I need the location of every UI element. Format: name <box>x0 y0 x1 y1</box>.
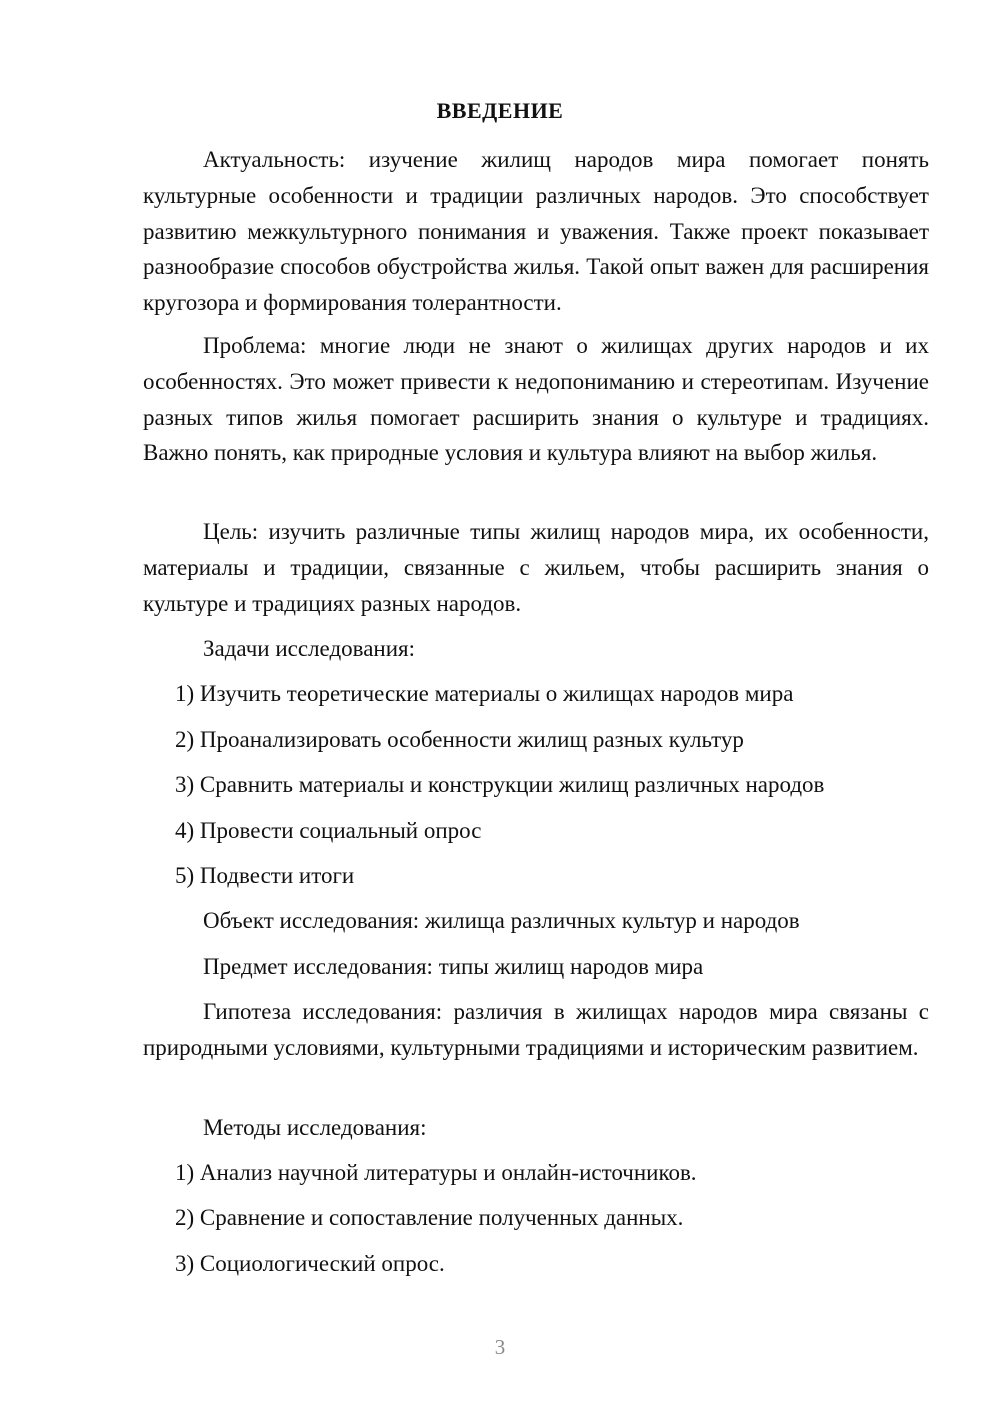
methods-heading: Методы исследования: <box>203 1115 427 1140</box>
task-item-5: 5) Подвести итоги <box>175 863 355 888</box>
page-title: ВВЕДЕНИЕ <box>436 98 564 123</box>
task-item-4: 4) Провести социальный опрос <box>175 818 482 843</box>
paragraph-relevance: Актуальность: изучение жилищ народов мира помогает понять культурные особенности и традиции различных народов. Это способствует развитию межкультурного понимания и уважения. Также проект показывает разнообразие способов обустройства жилья. Такой опыт важен для расширения кругозора и формирования толерантности. <box>143 147 929 316</box>
method-item-3: 3) Социологический опрос. <box>175 1251 445 1276</box>
paragraph-goal: Цель: изучить различные типы жилищ народов мира, их особенности, материалы и традиции, связанные с жильем, чтобы расширить знания о культуре и традициях разных народов. <box>143 519 929 616</box>
page-number: 3 <box>494 1335 506 1359</box>
tasks-heading: Задачи исследования: <box>203 636 416 661</box>
paragraph-subject: Предмет исследования: типы жилищ народов мира <box>203 954 704 979</box>
paragraph-object: Объект исследования: жилища различных культур и народов <box>203 908 800 933</box>
paragraph-problem: Проблема: многие люди не знают о жилищах других народов и их особенностях. Это может привести к недопониманию и стереотипам. Изучение разных типов жилья помогает расширить знания о культуре и традициях. Важно понять, как природные условия и культура влияют на выбор жилья. <box>143 333 929 466</box>
method-item-2: 2) Сравнение и сопоставление полученных данных. <box>175 1205 684 1230</box>
method-item-1: 1) Анализ научной литературы и онлайн-источников. <box>175 1160 697 1185</box>
task-item-2: 2) Проанализировать особенности жилищ разных культур <box>175 727 744 752</box>
task-item-3: 3) Сравнить материалы и конструкции жилищ различных народов <box>175 772 825 797</box>
paragraph-hypothesis: Гипотеза исследования: различия в жилищах народов мира связаны с природными условиями, культурными традициями и историческим развитием. <box>143 999 929 1060</box>
task-item-1: 1) Изучить теоретические материалы о жилищах народов мира <box>175 681 794 706</box>
